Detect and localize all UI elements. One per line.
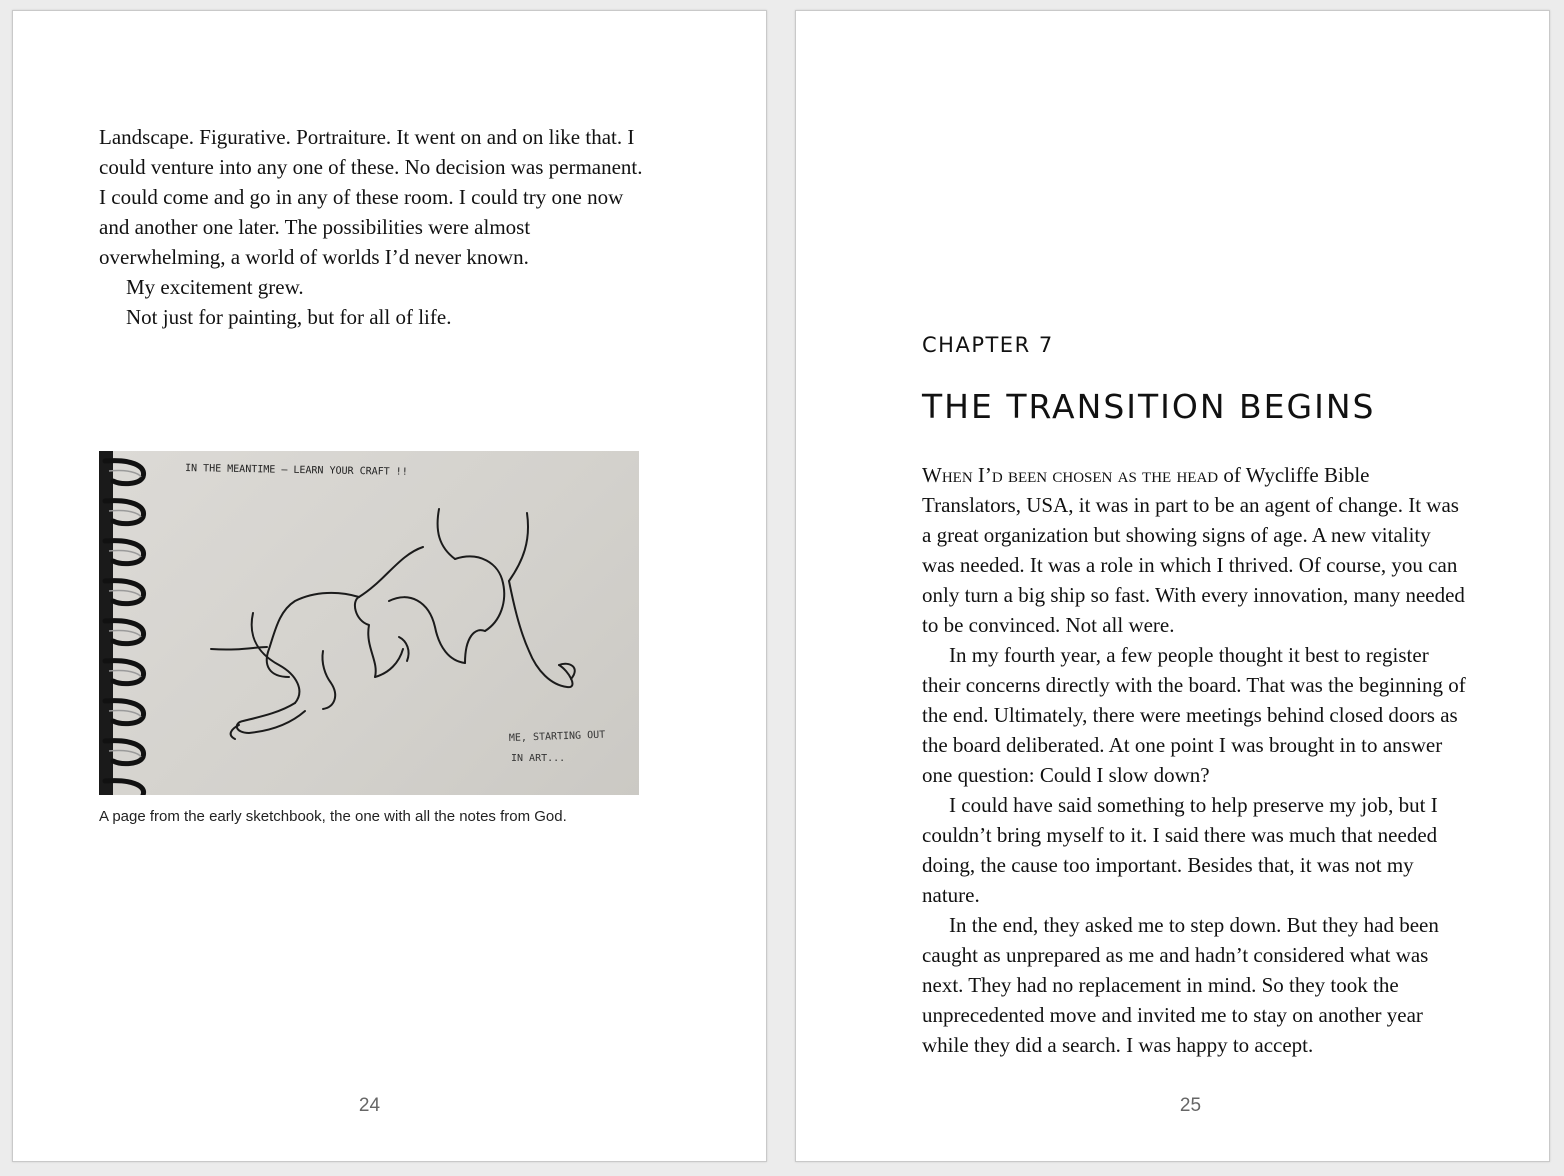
- left-page: [12, 10, 767, 1162]
- paragraph: Not just for painting, but for all of life.: [126, 305, 452, 329]
- right-page: [795, 10, 1550, 1162]
- page-number: 25: [1179, 1095, 1202, 1116]
- left-body-text: [99, 122, 644, 332]
- paragraph: In my fourth year, a few people thought it best to register their concerns directly with the board. That was the beginning of the end. Ultimately, there were meetings behind closed doors as the board deliberated. At one point I was brought in to answer one question: Could I slow down?: [922, 643, 1466, 787]
- lead-in-smallcaps: When I’d been chosen as the head: [922, 463, 1219, 487]
- paragraph: My excitement grew.: [126, 275, 304, 299]
- page-number: 24: [358, 1095, 381, 1116]
- chapter-title: THE TRANSITION BEGINS: [922, 387, 1376, 426]
- chapter-label: CHAPTER 7: [922, 333, 1054, 357]
- sketchbook-photo: [99, 451, 639, 795]
- paragraph: Landscape. Figurative. Portraiture. It went on and on like that. I could venture into any one of these. No decision was permanent. I could come and go in any of these room. I could try one now and another one later. The possibilities were almost overwhelming, a world of worlds I’d never known.: [99, 125, 643, 269]
- handwritten-note-top: IN THE MEANTIME — LEARN YOUR CRAFT !!: [184, 463, 408, 478]
- right-body-text: [922, 460, 1467, 1060]
- paragraph-rest: of Wycliffe Bible Translators, USA, it was in part to be an agent of change. It was a great organization but showing signs of age. A new vitality was needed. It was a role in which I thrived. Of course, you can only turn a big ship so fast. With every innovation, many needed to be convinced. Not all were.: [922, 463, 1465, 637]
- handwritten-note-bottom-1: ME, STARTING OUT: [508, 729, 606, 744]
- sketch-drawing: [99, 451, 639, 795]
- figure-caption: A page from the early sketchbook, the one with all the notes from God.: [99, 808, 567, 825]
- handwritten-note-bottom-2: IN ART...: [511, 753, 566, 764]
- paragraph: In the end, they asked me to step down. But they had been caught as unprepared as me and hadn’t considered what was next. They had no replacement in mind. So they took the unprecedented move and invited me to stay on another year while they did a search. I was happy to accept.: [922, 913, 1439, 1057]
- paragraph: I could have said something to help preserve my job, but I couldn’t bring myself to it. I said there was much that needed doing, the cause too important. Besides that, it was not my nature.: [922, 793, 1438, 907]
- figure-line-drawing: [211, 509, 575, 739]
- paragraph: [922, 460, 1467, 640]
